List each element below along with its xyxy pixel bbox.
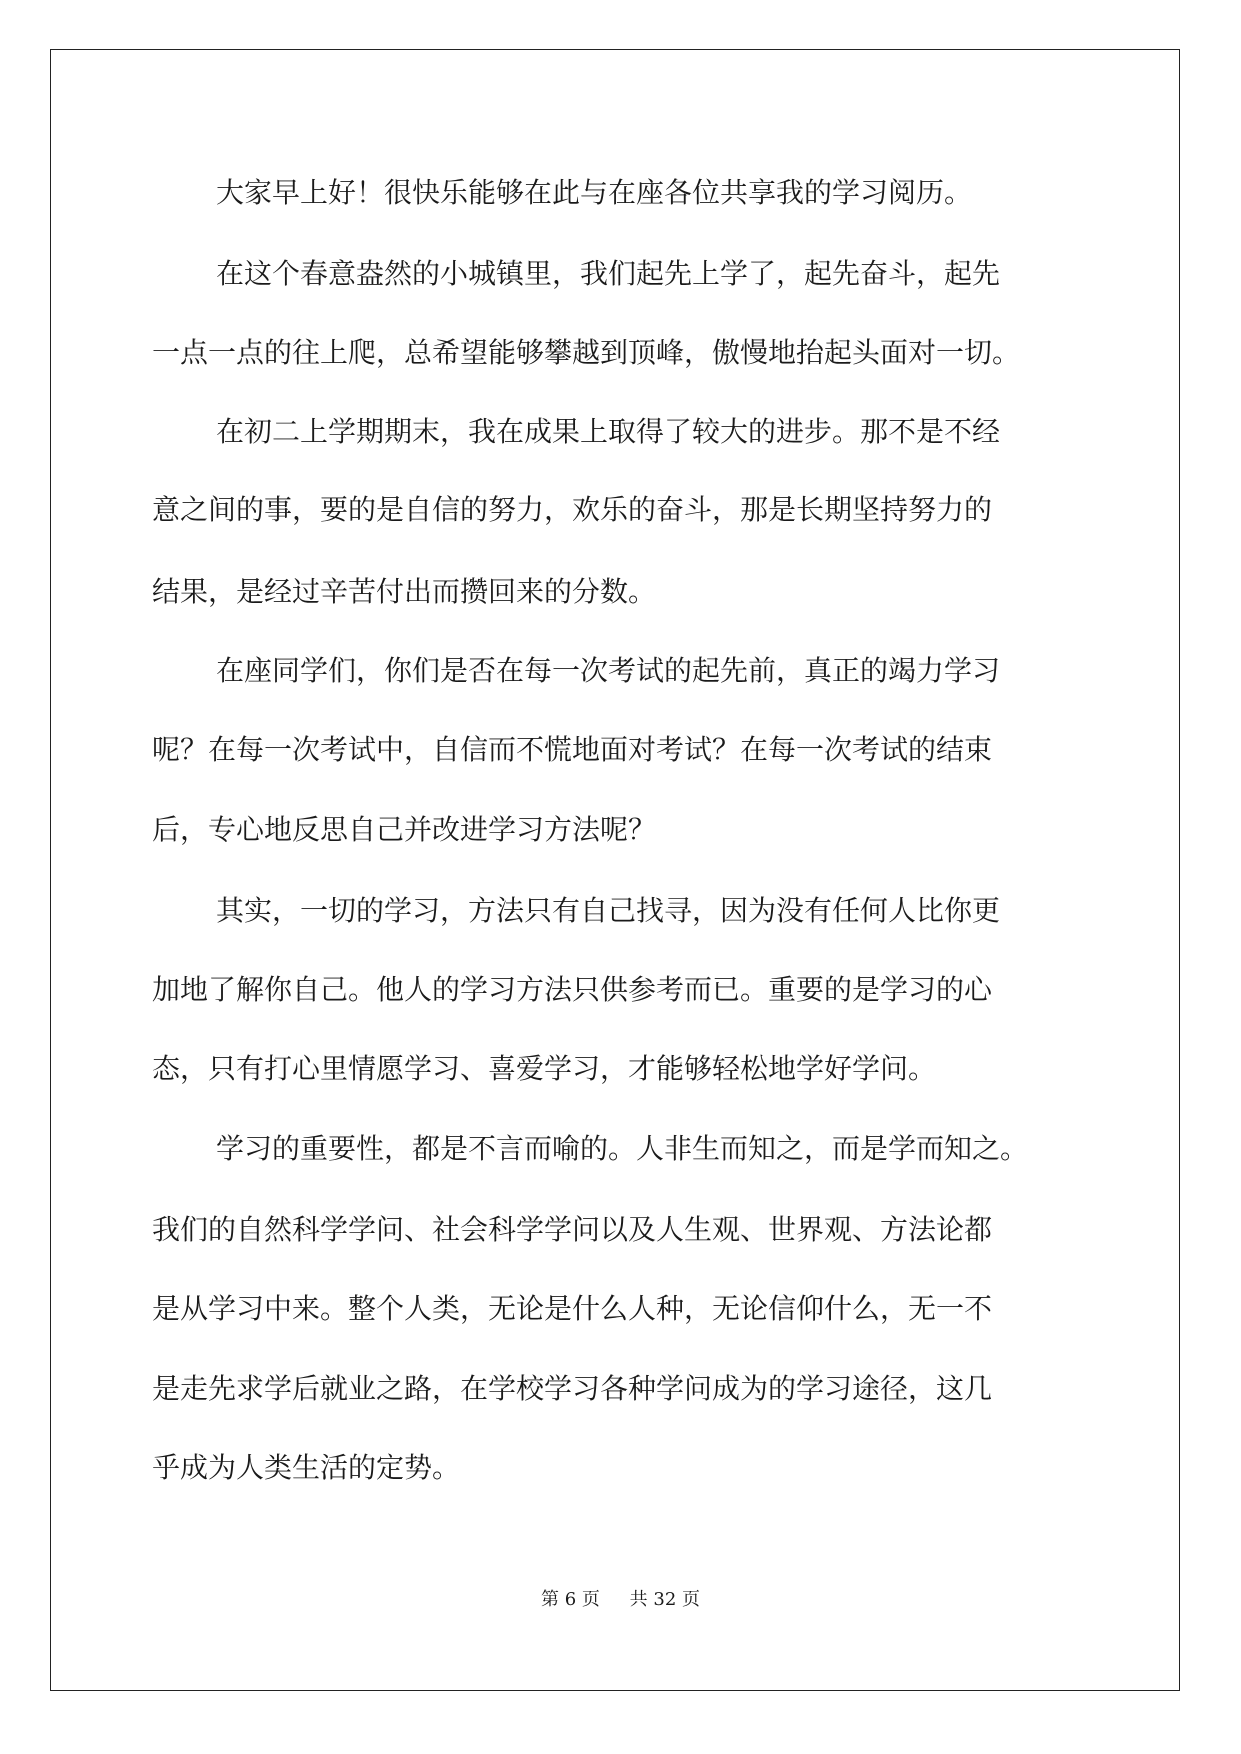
- text-line: 在这个春意盎然的小城镇里，我们起先上学了，起先奋斗，起先: [216, 257, 1001, 290]
- text-line: 是走先求学后就业之路，在学校学习各种学问成为的学习途径，这几: [152, 1372, 993, 1405]
- text-line: 在初二上学期期末，我在成果上取得了较大的进步。那不是不经: [216, 415, 1001, 448]
- page-border: [50, 49, 1180, 1691]
- text-line: 呢？在每一次考试中，自信而不慌地面对考试？在每一次考试的结束: [152, 733, 993, 766]
- text-line: 加地了解你自己。他人的学习方法只供参考而已。重要的是学习的心: [152, 973, 993, 1006]
- text-line: 其实，一切的学习，方法只有自己找寻，因为没有任何人比你更: [216, 894, 1001, 927]
- text-line: 我们的自然科学学问、社会科学学问以及人生观、世界观、方法论都: [152, 1213, 993, 1246]
- text-line: 乎成为人类生活的定势。: [152, 1451, 461, 1484]
- text-line: 学习的重要性，都是不言而喻的。人非生而知之，而是学而知之。: [216, 1132, 1029, 1165]
- page-number: 第 6 页: [541, 1589, 600, 1610]
- text-line: 意之间的事，要的是自信的努力，欢乐的奋斗，那是长期坚持努力的: [152, 493, 993, 526]
- text-line: 是从学习中来。整个人类，无论是什么人种，无论信仰什么，无一不: [152, 1292, 993, 1325]
- text-line: 态，只有打心里情愿学习、喜爱学习，才能够轻松地学好学问。: [152, 1052, 937, 1085]
- text-line: 在座同学们，你们是否在每一次考试的起先前，真正的竭力学习: [216, 654, 1001, 687]
- page-footer: [0, 1588, 1241, 1612]
- text-line: 后，专心地反思自己并改进学习方法呢？: [152, 813, 657, 846]
- text-line: 一点一点的往上爬，总希望能够攀越到顶峰，傲慢地抬起头面对一切。: [152, 336, 1021, 369]
- text-line: 大家早上好！很快乐能够在此与在座各位共享我的学习阅历。: [216, 176, 973, 209]
- page-total: 共 32 页: [629, 1589, 700, 1610]
- text-line: 结果，是经过辛苦付出而攒回来的分数。: [152, 575, 657, 608]
